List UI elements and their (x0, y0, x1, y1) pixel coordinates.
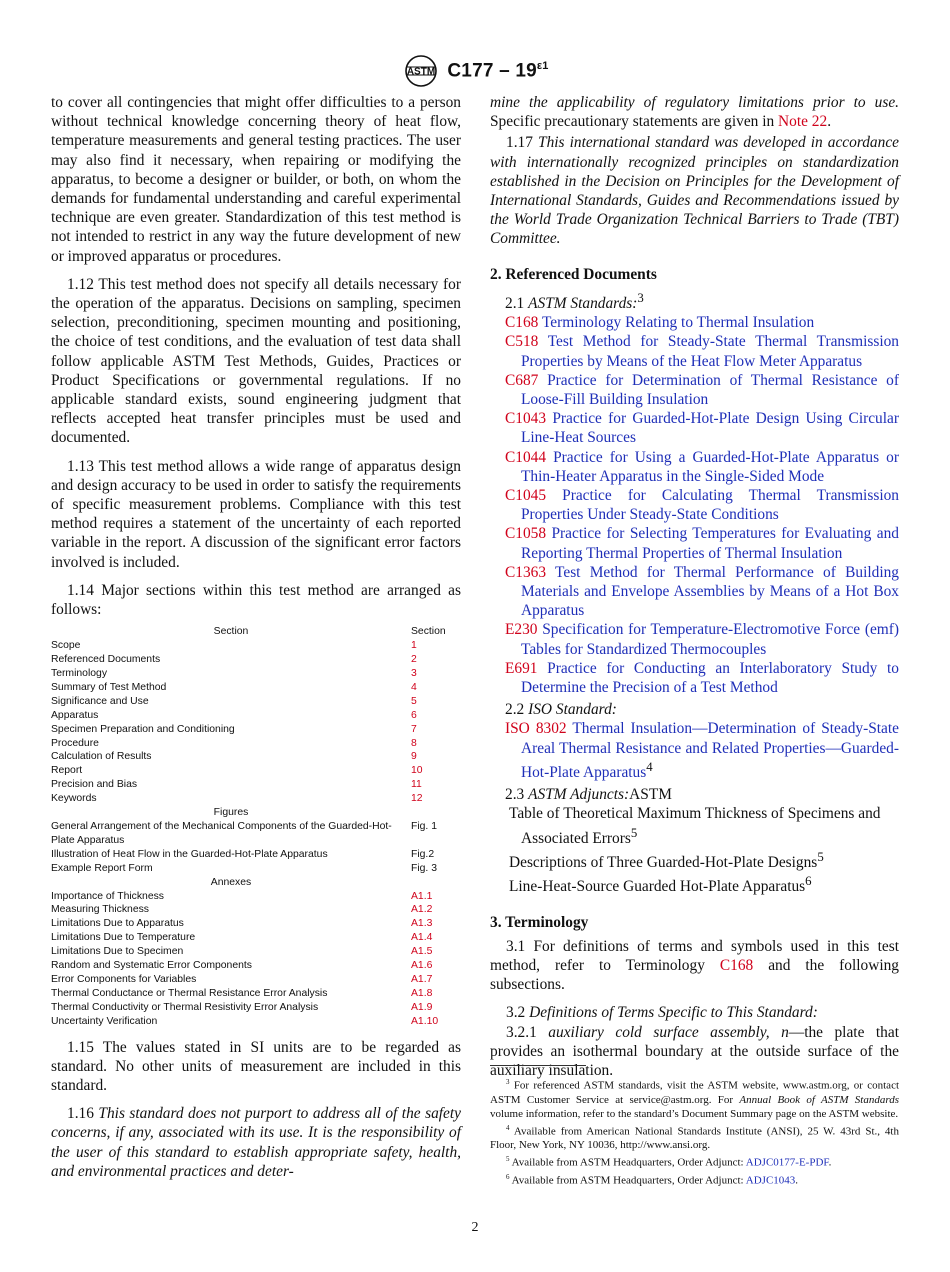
toc-section-row-title: Referenced Documents (51, 654, 161, 666)
adjunct-item: Table of Theoretical Maximum Thickness of Specimens and Associated Errors$^5$ (509, 805, 881, 847)
note-22-link[interactable]: Note 22 (778, 113, 828, 131)
reference-title-link[interactable]: Terminology Relating to Thermal Insulation (541, 314, 815, 332)
reference-code-link[interactable]: C1045 (505, 486, 547, 504)
toc-annex-row-ref-link[interactable]: A1.6 (411, 960, 433, 972)
toc-section-row (51, 667, 461, 681)
reference-title-link[interactable]: Practice for Determination of Thermal Resistance of Loose-Fill Building Insulation (521, 371, 899, 408)
footnote-6: $^6$ Available from ASTM Headquarters, Order Adjunct: ADJC1043. (506, 1172, 799, 1187)
reference-item (490, 620, 899, 658)
paragraph-3-1: 3.1 For definitions of terms and symbols used in this test method, refer to Terminology C168 and the following subsections. (490, 937, 899, 994)
reference-code-link[interactable]: E691 (505, 659, 538, 677)
reference-item (490, 486, 899, 524)
toc-annex-row-ref-link[interactable]: A1.4 (411, 932, 433, 944)
reference-title-link[interactable]: Practice for Conducting an Interlaboratory Study to Determine the Precision of a Test Method (521, 659, 899, 697)
toc-section-row-title: Summary of Test Method (51, 681, 167, 693)
adjunct-item: Line-Heat-Source Guarded Hot-Plate Apparatus$^6$ (509, 874, 812, 896)
toc-section-row (51, 723, 461, 737)
section-2-heading: 2. Referenced Documents (490, 265, 657, 283)
toc-section-row (51, 764, 461, 778)
toc-section-row-title: Terminology (51, 668, 108, 679)
reference-title-link[interactable]: Specification for Temperature-Electromotive Force (emf) Tables for Standardized Thermocouples (521, 621, 899, 658)
toc-section-row (51, 750, 461, 764)
toc-section-row (51, 639, 461, 653)
toc-annex-row (51, 973, 461, 987)
toc-annex-row (51, 959, 461, 973)
toc-annex-row (51, 987, 461, 1001)
document-designation: $C177 - 19^{\varepsilon 1}$ (447, 59, 549, 82)
svg-text:ASTM: ASTM (407, 66, 436, 78)
iso-reference: ISO 8302 Thermal Insulation—Determination of Steady-State Areal Thermal Resistance and Related Properties—Guarded-Hot-Plate Apparatus$^4$ (505, 720, 899, 781)
toc-section-row (51, 737, 461, 751)
toc-section-row-ref-link[interactable]: 12 (411, 793, 423, 805)
toc-figure-row-title: General Arrangement of the Mechanical Components of the Guarded-Hot-Plate Apparatus (51, 820, 392, 846)
reference-title-link[interactable]: Test Method for Thermal Performance of Building Materials and Envelope Assemblies by Means of a Hot Box Apparatus (521, 563, 899, 620)
toc-section-row (51, 653, 461, 667)
toc-section-row-ref-link[interactable]: 9 (411, 751, 417, 763)
toc-section-row-title: Apparatus (51, 709, 99, 721)
footnote-separator (490, 1065, 586, 1066)
reference-item (490, 332, 899, 370)
reference-item (490, 659, 899, 697)
toc-section-row (51, 709, 461, 723)
figures-group-label: Figures (213, 807, 249, 819)
adjunct-item: Descriptions of Three Guarded-Hot-Plate Designs$^5$ (509, 849, 824, 872)
footnotes (490, 1075, 899, 1188)
paragraph-continued: to cover all contingencies that might offer difficulties to a person without technical knowledge concerning theory of heat flow, temperature measurements and general testing practices. The user may also find it necessary, when repairing or modifying the apparatus, to become a designer or builder, or both, on whom the demands for fundamental understanding and careful experimental technique are even greater. Standardization of this test method is not intended to restrict in any way the future development of new or improved apparatus or procedures. (51, 94, 461, 265)
toc-section-row-ref-link[interactable]: 10 (411, 765, 423, 777)
toc-section-row-ref-link[interactable]: 11 (411, 779, 422, 791)
toc-annex-row-title: Uncertainty Verification (51, 1015, 158, 1027)
toc-annex-row (51, 903, 461, 917)
reference-code-link[interactable]: C1044 (505, 448, 547, 466)
subsection-2-1: 2.1 ASTM Standards:$^3$ (505, 290, 644, 312)
reference-code-link[interactable]: C168 (505, 314, 539, 332)
toc-annex-row-title: Limitations Due to Specimen (51, 946, 184, 958)
toc-figure-row (51, 862, 461, 876)
paragraph-1-16-continued: mine the applicability of regulatory limitations prior to use. Specific precautionary statements are given in Note 22. (490, 94, 899, 131)
footnote-5: $^5$ Available from ASTM Headquarters, Order Adjunct: ADJC0177-E-PDF. (506, 1155, 832, 1169)
sections-table-header: Section Section (213, 626, 446, 638)
paragraph-1-15: 1.15 The values stated in SI units are to be regarded as standard. No other units of measurement are included in this standard. (51, 1038, 461, 1094)
adjc0177-link[interactable]: ADJC0177-E-PDF (745, 1156, 829, 1169)
toc-annex-row-title: Limitations Due to Temperature (51, 932, 196, 944)
toc-annex-row-ref-link[interactable]: A1.2 (411, 904, 433, 916)
toc-figure-row-title: Illustration of Heat Flow in the Guarded-Hot-Plate Apparatus (51, 848, 328, 860)
reference-code-link[interactable]: C1058 (505, 525, 547, 543)
iso-8302-link[interactable]: ISO 8302 (505, 720, 567, 738)
left-column (51, 93, 461, 1181)
toc-annex-row-title: Measuring Thickness (51, 904, 149, 916)
toc-annex-row (51, 1001, 461, 1015)
toc-figure-row (51, 848, 461, 862)
toc-section-row-ref-link[interactable]: 4 (411, 681, 417, 693)
toc-section-row-title: Specimen Preparation and Conditioning (51, 723, 235, 735)
paragraph-1-16: 1.16 This standard does not purport to address all of the safety concerns, if any, associated with its use. It is the responsibility of the user of this standard to establish appropriate safety, health, and environmental practices and deter- (51, 1105, 461, 1180)
toc-section-row-ref-link[interactable]: 6 (411, 709, 417, 721)
reference-code-link[interactable]: E230 (505, 621, 538, 639)
toc-annex-row (51, 890, 461, 904)
toc-section-row-title: Calculation of Results (51, 751, 152, 763)
paragraph-1-13: 1.13 This test method allows a wide range of apparatus design and design accuracy to be used in order to satisfy the requirements of specific measurement problems. Compliance with this test method requires a statement of the uncertainty of each reported variable in the report. A discussion of the significant error factors involved is included. (51, 457, 461, 571)
reference-item (490, 448, 899, 486)
page-header (0, 54, 950, 88)
toc-figure-row (51, 820, 461, 848)
reference-item (490, 371, 899, 409)
reference-code-link[interactable]: C687 (505, 371, 539, 389)
paragraph-1-12: 1.12 This test method does not specify all details necessary for the operation of the apparatus. Decisions on sampling, specimen selection, preconditioning, specimen mounting and positioning, the choice of test conditions, and the evaluation of test data shall follow applicable ASTM Test Methods, Guides, Practices or Product Specifications or governmental regulations. If no applicable standard exists, sound engineering judgment that reflects accepted heat transfer principles must be used and documented. (51, 275, 461, 447)
toc-section-row-ref-link[interactable]: 3 (411, 668, 417, 679)
toc-annex-row (51, 917, 461, 931)
toc-figure-row-ref-link: Fig.2 (411, 848, 435, 860)
reference-item (490, 563, 899, 621)
toc-annex-row-title: Error Components for Variables (51, 973, 197, 985)
reference-item (490, 409, 899, 447)
toc-annex-row-ref-link[interactable]: A1.8 (411, 987, 433, 999)
toc-section-row-ref-link[interactable]: 5 (411, 695, 417, 707)
toc-section-row-title: Precision and Bias (51, 779, 138, 791)
sections-table (51, 625, 461, 1028)
astm-logo (401, 54, 441, 88)
toc-section-row-ref-link[interactable]: 2 (411, 654, 417, 666)
subsection-2-3: 2.3 ASTM Adjuncts:ASTM (505, 786, 672, 804)
paragraph-1-14: 1.14 Major sections within this test method are arranged as follows: (51, 581, 461, 619)
toc-annex-row-ref-link[interactable]: A1.3 (411, 918, 433, 930)
toc-section-row-title: Significance and Use (51, 695, 149, 707)
paragraph-3-2: 3.2 Definitions of Terms Specific to This Standard: (506, 1004, 818, 1022)
right-column (490, 93, 899, 1080)
reference-title-link[interactable]: Practice for Calculating Thermal Transmission Properties Under Steady-State Conditions (521, 486, 899, 524)
adjuncts-list (490, 804, 899, 896)
toc-section-row-ref-link[interactable]: 8 (411, 737, 417, 749)
astm-references-list (490, 313, 899, 697)
toc-section-row-title: Procedure (51, 737, 99, 749)
toc-section-row-title: Scope (51, 640, 81, 652)
subsection-2-2: 2.2 ISO Standard: (505, 701, 617, 719)
toc-annex-row-title: Thermal Conductivity or Thermal Resistivity Error Analysis (51, 1001, 319, 1013)
reference-title-link[interactable]: Practice for Guarded-Hot-Plate Design Using Circular Line-Heat Sources (521, 410, 899, 447)
reference-code-link[interactable]: C1043 (505, 410, 547, 428)
annexes-group-label: Annexes (210, 876, 252, 888)
toc-annex-row-title: Random and Systematic Error Components (51, 960, 252, 972)
footnote-4: $^4$ Available from American National Standards Institute (ANSI), 25 W. 43rd St., 4th Floor, New York, NY 10036, http://www.ansi.org. (490, 1123, 899, 1152)
paragraph-1-17: 1.17 This international standard was developed in accordance with internationally recognized principles on standardization established in the Decision on Principles for the Development of International Standards, Guides and Recommendations issued by the World Trade Organization Technical Barriers to Trade (TBT) Committee. (490, 134, 899, 248)
toc-figure-row-ref-link: Fig. 3 (411, 862, 437, 874)
toc-annex-row-ref-link[interactable]: A1.9 (411, 1001, 433, 1013)
toc-annex-row (51, 945, 461, 959)
toc-section-row-ref-link[interactable]: 7 (411, 723, 417, 735)
toc-annex-row-ref-link[interactable]: A1.10 (411, 1015, 439, 1027)
footnote-3: $^3$ For referenced ASTM standards, visit the ASTM website, www.astm.org, or contact ASTM Customer Service at service@astm.org. For Annual Book of ASTM Standards volume information, refer to the standard’s Document Summary page on the ASTM website. (490, 1078, 900, 1120)
reference-title-link[interactable]: Test Method for Steady-State Thermal Transmission Properties by Means of the Heat Flow Meter Apparatus (521, 333, 899, 370)
reference-title-link[interactable]: Practice for Selecting Temperatures for Evaluating and Reporting Thermal Properties of Thermal Insulation (521, 525, 899, 562)
toc-annex-row (51, 1015, 461, 1029)
toc-section-row-title: Keywords (51, 793, 97, 805)
toc-section-row-ref-link[interactable]: 1 (411, 640, 417, 652)
toc-section-row (51, 778, 461, 792)
toc-section-row (51, 792, 461, 806)
toc-annex-row-ref-link[interactable]: A1.1 (411, 890, 433, 902)
toc-annex-row-title: Thermal Conductance or Thermal Resistance Error Analysis (51, 987, 328, 999)
reference-code-link[interactable]: C518 (505, 333, 539, 351)
toc-annex-row-ref-link[interactable]: A1.7 (411, 973, 433, 985)
toc-section-row (51, 695, 461, 709)
reference-item (490, 313, 899, 332)
toc-annex-row-title: Importance of Thickness (51, 890, 165, 902)
c168-link[interactable]: C168 (719, 956, 754, 974)
page-number: 2 (471, 1220, 479, 1235)
adjc1043-link[interactable]: ADJC1043 (745, 1174, 796, 1187)
section-3-heading: 3. Terminology (490, 913, 589, 931)
reference-title-link[interactable]: Practice for Using a Guarded-Hot-Plate Apparatus or Thin-Heater Apparatus in the Single-Sided Mode (521, 448, 899, 485)
toc-figure-row-title: Example Report Form (51, 862, 153, 874)
toc-annex-row-ref-link[interactable]: A1.5 (411, 946, 433, 958)
reference-item (490, 524, 899, 562)
toc-section-row (51, 681, 461, 695)
paragraph-3-2-1: 3.2.1 auxiliary cold surface assembly, n—the plate that provides an isothermal boundary at the outside surface of the auxiliary insulation. (490, 1023, 899, 1079)
toc-figure-row-ref-link: Fig. 1 (411, 820, 437, 832)
toc-section-row-title: Report (51, 765, 83, 777)
reference-code-link[interactable]: C1363 (505, 563, 547, 581)
toc-annex-row (51, 931, 461, 945)
toc-annex-row-title: Limitations Due to Apparatus (51, 918, 184, 930)
